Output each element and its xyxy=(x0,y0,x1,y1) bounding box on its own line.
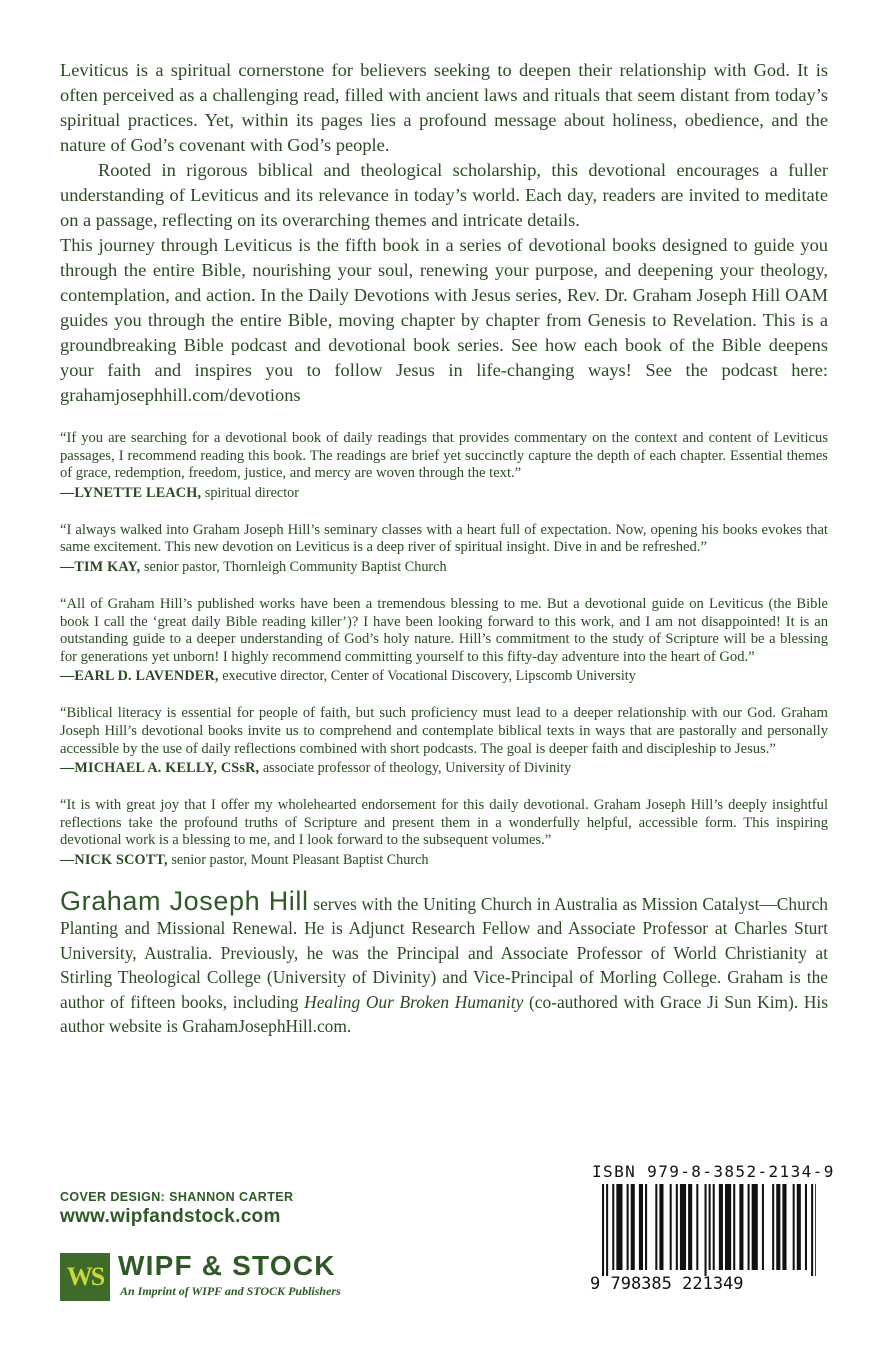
barcode-bar xyxy=(705,1184,707,1276)
publisher-website: www.wipfandstock.com xyxy=(60,1206,281,1227)
book-blurb xyxy=(60,58,828,408)
barcode-bar xyxy=(782,1184,786,1270)
barcode-bar xyxy=(612,1184,614,1270)
barcode-bar xyxy=(719,1184,723,1270)
endorsement xyxy=(60,430,828,503)
blurb-paragraph-1: Leviticus is a spiritual cornerstone for believers seeking to deepen their relationship with God. It is often perceived as a challenging read, filled with ancient laws and rituals that seem distant from today’s spiritual practices. Yet, within its pages lies a profound message about holiness, obedience, and the nature of God’s covenant with God’s people. xyxy=(60,60,828,155)
barcode-bar xyxy=(602,1184,604,1276)
endorsement xyxy=(60,705,828,778)
endorser-name: —EARL D. LAVENDER, xyxy=(60,668,219,685)
isbn-barcode xyxy=(590,1162,835,1302)
barcode-bar xyxy=(797,1184,801,1270)
barcode-bar xyxy=(772,1184,774,1270)
barcode-bar xyxy=(739,1184,743,1270)
endorser-name: —TIM KAY, xyxy=(60,558,141,575)
endorser-role: spiritual director xyxy=(204,484,299,501)
back-cover-content xyxy=(60,58,828,1039)
endorsement xyxy=(60,522,828,577)
endorsement-attribution xyxy=(60,759,828,778)
book-title: Healing Our Broken Humanity xyxy=(304,991,524,1012)
author-name: Graham Joseph Hill xyxy=(60,885,309,916)
endorsement xyxy=(60,596,828,686)
bio-text-2: (co-authored with Grace Ji Sun Kim). His author website is GrahamJosephHill.com. xyxy=(60,991,828,1037)
barcode-bar xyxy=(659,1184,663,1270)
barcode-bar xyxy=(713,1184,715,1270)
endorsement-attribution xyxy=(60,484,828,503)
barcode-bar xyxy=(733,1184,735,1270)
endorsement-quote: “I always walked into Graham Joseph Hill’s seminary classes with a heart full of expectation. Now, opening his books evokes that same excitement. This new devotion on Leviticus is a deep river of spiritual insight. Dive in and be refreshed.” xyxy=(60,521,828,556)
endorser-name: —MICHAEL A. KELLY, CSsR, xyxy=(60,760,260,777)
barcode-bar xyxy=(627,1184,629,1270)
barcode-digits: 9 798385 221349 xyxy=(590,1274,744,1294)
author-bio xyxy=(60,885,828,1039)
barcode-bar xyxy=(811,1184,813,1276)
barcode-bar xyxy=(752,1184,758,1270)
barcode-bar xyxy=(793,1184,795,1270)
barcode-bar xyxy=(639,1184,643,1270)
barcode-bars xyxy=(590,1184,826,1276)
blurb-paragraph-3: This journey through Leviticus is the fifth book in a series of devotional books designed to guide you through the entire Bible, nourishing your soul, renewing your purpose, and deepening your theology, contemplation, and action. In the Daily Devotions with Jesus series, Rev. Dr. Graham Joseph Hill OAM guides you through the entire Bible, moving chapter by chapter from Genesis to Revelation. This is a groundbreaking Bible podcast and devotional book series. See how each book of the Bible deepens your faith and inspires you to follow Jesus in life-changing ways! See the podcast here: grahamjosephhill.com/devotions xyxy=(60,235,828,405)
barcode-bar xyxy=(680,1184,686,1270)
endorsement-quote: “All of Graham Hill’s published works have been a tremendous blessing to me. But a devotional guide on Leviticus (the Bible book I call the ‘great daily Bible reading killer’)? I have been looking forward to this work, and I am not disappointed! It is an outstanding guide to a deeper understanding of God’s holy nature. Hill’s commitment to the study of Scripture will be a blessing for generations yet unborn! I highly recommend committing yourself to this fifty-day adventure into the heart of God.” xyxy=(60,595,828,665)
cover-design-credit: COVER DESIGN: SHANNON CARTER xyxy=(60,1190,294,1204)
endorser-role: senior pastor, Thornleigh Community Baptist Church xyxy=(143,558,447,575)
barcode-bar xyxy=(606,1184,608,1276)
barcode-bar xyxy=(645,1184,647,1270)
isbn-label: ISBN 979-8-3852-2134-9 xyxy=(592,1162,835,1181)
barcode-bar xyxy=(748,1184,750,1270)
endorsement-quote: “If you are searching for a devotional book of daily readings that provides commentary on the context and content of Leviticus passages, I recommend reading this book. The readings are brief yet succinctly capture the depth of each chapter. Essential themes of grace, redemption, freedom, justice, and mercy are woven through the text.” xyxy=(60,430,828,482)
barcode-bar xyxy=(696,1184,698,1270)
barcode-bar xyxy=(670,1184,672,1270)
endorsement-attribution xyxy=(60,558,828,577)
ws-logo-icon: WS xyxy=(60,1253,110,1301)
barcode-bar xyxy=(762,1184,764,1270)
barcode-bar xyxy=(676,1184,678,1270)
endorser-role: associate professor of theology, University of Divinity xyxy=(262,760,572,777)
barcode-bar xyxy=(725,1184,731,1270)
barcode-bar xyxy=(688,1184,692,1270)
endorsement-quote: “It is with great joy that I offer my wholehearted endorsement for this daily devotional. Graham Joseph Hill’s deeply insightful reflections take the profound truths of Scripture and present them in a wonderfully helpful, accessible form. This inspiring devotional work is a blessing to me, and I look forward to the subsequent volumes.” xyxy=(60,797,828,849)
bio-text-1: serves with the Uniting Church in Australia as Mission Catalyst—Church Planting and Missional Renewal. He is Adjunct Research Fellow and Associate Professor at Charles Sturt University, Australia. Previously, he was the Principal and Associate Professor of World Christianity at Stirling Theological College (University of Divinity) and Vice-Principal of Morling College. Graham is the author of fifteen books, including xyxy=(60,893,828,1012)
barcode-bar xyxy=(815,1184,816,1276)
barcode-bar xyxy=(616,1184,622,1270)
publisher-logo xyxy=(60,1250,390,1303)
barcode-bar xyxy=(709,1184,711,1270)
endorsement-quote: “Biblical literacy is essential for people of faith, but such proficiency must lead to a deeper relationship with our God. Graham Joseph Hill’s devotional books invite us to comprehend and contemplate biblical texts in ways that are pastorally and personally accessible by the use of daily reflections combined with short podcasts. The goal is deeper faith and discipleship to Jesus.” xyxy=(60,705,828,757)
endorsements xyxy=(60,430,828,870)
credits xyxy=(60,1190,293,1228)
endorser-role: senior pastor, Mount Pleasant Baptist Church xyxy=(171,851,429,868)
barcode-bar xyxy=(655,1184,657,1270)
endorsement-attribution xyxy=(60,667,828,686)
endorsement-attribution xyxy=(60,851,828,870)
endorser-name: —LYNETTE LEACH, xyxy=(60,484,202,501)
publisher-name: WIPF & STOCK xyxy=(118,1250,336,1281)
barcode-bar xyxy=(631,1184,635,1270)
endorser-name: —NICK SCOTT, xyxy=(60,851,168,868)
endorser-role: executive director, Center of Vocational Discovery, Lipscomb University xyxy=(222,668,636,685)
barcode-bar xyxy=(776,1184,780,1270)
blurb-paragraph-2: Rooted in rigorous biblical and theological scholarship, this devotional encourages a fuller understanding of Leviticus and its relevance in today’s world. Each day, readers are invited to meditate on a passage, reflecting on its overarching themes and intricate details. xyxy=(60,160,828,230)
publisher-imprint: An Imprint of WIPF and STOCK Publishers xyxy=(120,1284,341,1298)
barcode-bar xyxy=(805,1184,807,1270)
endorsement xyxy=(60,797,828,870)
